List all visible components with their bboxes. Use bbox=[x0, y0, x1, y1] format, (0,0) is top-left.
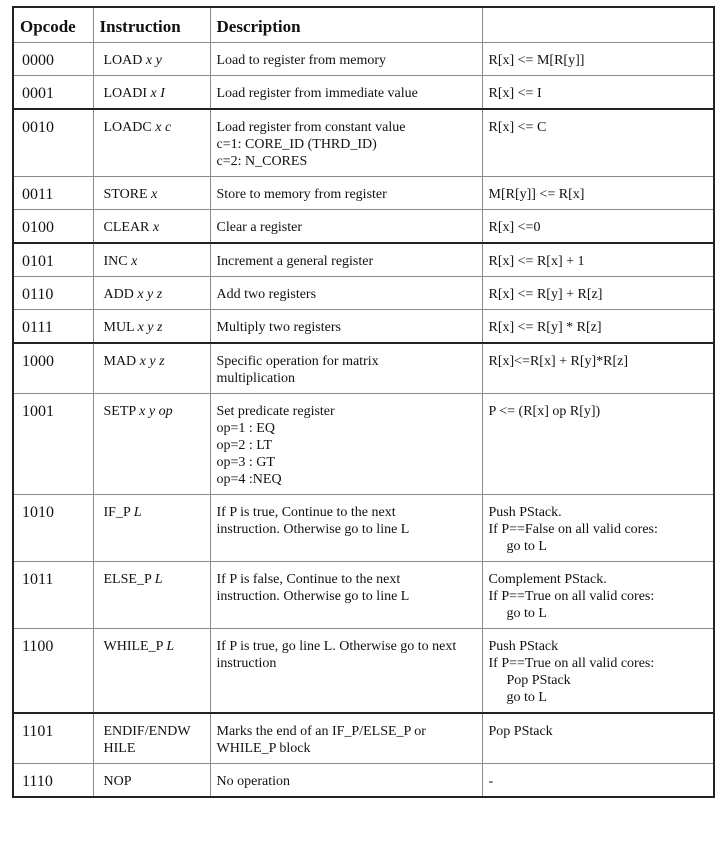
instruction-operands: x y op bbox=[139, 404, 173, 419]
table-row bbox=[13, 713, 714, 764]
instruction-mnemonic: INC bbox=[103, 254, 128, 269]
instruction-operands: x bbox=[151, 187, 158, 202]
table-row bbox=[13, 629, 714, 714]
opcode-cell: 1010 bbox=[13, 495, 93, 562]
semantics-cell bbox=[482, 76, 714, 110]
instruction-mnemonic: MAD bbox=[103, 354, 137, 369]
opcode-table-wrapper bbox=[12, 6, 715, 798]
instruction-cell bbox=[93, 343, 210, 394]
description-line: Set predicate register bbox=[216, 404, 335, 419]
semantics-line: If P==True on all valid cores: bbox=[488, 589, 655, 604]
semantics-cell bbox=[482, 243, 714, 277]
description-cell bbox=[210, 764, 482, 798]
instruction-cell bbox=[93, 177, 210, 210]
semantics-line: Push PStack. bbox=[488, 505, 562, 520]
header-description: Description bbox=[210, 7, 482, 43]
description-cell bbox=[210, 277, 482, 310]
description-line: c=1: CORE_ID (THRD_ID) bbox=[216, 137, 377, 152]
table-row bbox=[13, 310, 714, 344]
description-line: op=3 : GT bbox=[216, 455, 275, 470]
instruction-operands: x y bbox=[145, 53, 162, 68]
description-line: No operation bbox=[216, 774, 290, 789]
instruction-cell bbox=[93, 629, 210, 714]
header-instruction: Instruction bbox=[93, 7, 210, 43]
description-cell bbox=[210, 43, 482, 76]
description-line: instruction. Otherwise go to line L bbox=[216, 522, 410, 537]
instruction-mnemonic: ENDIF/ENDW HILE bbox=[103, 724, 191, 756]
instruction-cell bbox=[93, 713, 210, 764]
description-cell bbox=[210, 109, 482, 177]
instruction-cell bbox=[93, 109, 210, 177]
table-row bbox=[13, 210, 714, 244]
description-line: Marks the end of an IF_P/ELSE_P or bbox=[216, 724, 426, 739]
instruction-mnemonic: STORE bbox=[103, 187, 148, 202]
table-row bbox=[13, 277, 714, 310]
description-line: multiplication bbox=[216, 371, 296, 386]
description-line: Load register from immediate value bbox=[216, 86, 418, 101]
opcode-cell: 0101 bbox=[13, 243, 93, 277]
opcode-cell: 1001 bbox=[13, 394, 93, 495]
instruction-operands: x I bbox=[150, 86, 165, 101]
description-line: op=2 : LT bbox=[216, 438, 273, 453]
table-header-row bbox=[13, 7, 714, 43]
description-line: Add two registers bbox=[216, 287, 317, 302]
semantics-cell bbox=[482, 495, 714, 562]
description-cell bbox=[210, 394, 482, 495]
opcode-cell: 1100 bbox=[13, 629, 93, 714]
description-line: If P is true, go line L. Otherwise go to next bbox=[216, 639, 457, 654]
semantics-line: go to L bbox=[506, 539, 547, 554]
description-line: c=2: N_CORES bbox=[216, 154, 308, 169]
opcode-cell: 0111 bbox=[13, 310, 93, 344]
header-empty bbox=[482, 7, 714, 43]
description-line: If P is true, Continue to the next bbox=[216, 505, 396, 520]
table-row bbox=[13, 76, 714, 110]
semantics-cell bbox=[482, 629, 714, 714]
opcode-cell: 1110 bbox=[13, 764, 93, 798]
table-row bbox=[13, 343, 714, 394]
table-row bbox=[13, 495, 714, 562]
opcode-cell: 0110 bbox=[13, 277, 93, 310]
description-line: op=4 :NEQ bbox=[216, 472, 282, 487]
description-line: Load register from constant value bbox=[216, 120, 406, 135]
description-cell bbox=[210, 343, 482, 394]
semantics-line: M[R[y]] <= R[x] bbox=[488, 187, 585, 202]
semantics-line: R[x] <= C bbox=[488, 120, 547, 135]
semantics-cell bbox=[482, 713, 714, 764]
instruction-cell bbox=[93, 243, 210, 277]
instruction-cell bbox=[93, 43, 210, 76]
semantics-line: go to L bbox=[506, 690, 547, 705]
semantics-cell bbox=[482, 177, 714, 210]
opcode-table bbox=[12, 6, 715, 798]
description-line: Increment a general register bbox=[216, 254, 374, 269]
instruction-operands: x y z bbox=[137, 287, 163, 302]
instruction-mnemonic: LOADI bbox=[103, 86, 148, 101]
instruction-mnemonic: SETP bbox=[103, 404, 136, 419]
description-cell bbox=[210, 76, 482, 110]
semantics-line: R[x] <= R[x] + 1 bbox=[488, 254, 585, 269]
semantics-cell bbox=[482, 109, 714, 177]
semantics-line: R[x] <=0 bbox=[488, 220, 541, 235]
opcode-cell: 1101 bbox=[13, 713, 93, 764]
table-row bbox=[13, 43, 714, 76]
instruction-cell bbox=[93, 562, 210, 629]
instruction-mnemonic: NOP bbox=[103, 774, 132, 789]
instruction-cell bbox=[93, 310, 210, 344]
opcode-cell: 0011 bbox=[13, 177, 93, 210]
semantics-line: Pop PStack bbox=[506, 673, 571, 688]
instruction-mnemonic: LOAD bbox=[103, 53, 143, 68]
description-cell bbox=[210, 562, 482, 629]
description-line: Specific operation for matrix bbox=[216, 354, 379, 369]
table-row bbox=[13, 109, 714, 177]
instruction-operands: x bbox=[131, 254, 138, 269]
description-line: instruction. Otherwise go to line L bbox=[216, 589, 410, 604]
instruction-mnemonic: ELSE_P bbox=[103, 572, 152, 587]
instruction-cell bbox=[93, 495, 210, 562]
instruction-mnemonic: WHILE_P bbox=[103, 639, 163, 654]
semantics-line: Push PStack bbox=[488, 639, 559, 654]
semantics-cell bbox=[482, 764, 714, 798]
instruction-mnemonic: CLEAR bbox=[103, 220, 153, 235]
description-line: instruction bbox=[216, 656, 277, 671]
semantics-cell bbox=[482, 343, 714, 394]
semantics-line: go to L bbox=[506, 606, 547, 621]
table-row bbox=[13, 394, 714, 495]
description-line: op=1 : EQ bbox=[216, 421, 275, 436]
table-row bbox=[13, 764, 714, 798]
opcode-cell: 1011 bbox=[13, 562, 93, 629]
description-cell bbox=[210, 629, 482, 714]
instruction-operands: x bbox=[152, 220, 160, 235]
description-cell bbox=[210, 495, 482, 562]
description-line: Load to register from memory bbox=[216, 53, 387, 68]
semantics-line: R[x] <= I bbox=[488, 86, 542, 101]
semantics-line: R[x] <= R[y] + R[z] bbox=[488, 287, 603, 302]
instruction-cell bbox=[93, 764, 210, 798]
instruction-operands: L bbox=[154, 572, 163, 587]
instruction-mnemonic: MUL bbox=[103, 320, 135, 335]
description-line: Store to memory from register bbox=[216, 187, 387, 202]
opcode-cell: 0001 bbox=[13, 76, 93, 110]
description-line: WHILE_P block bbox=[216, 741, 311, 756]
semantics-cell bbox=[482, 210, 714, 244]
instruction-operands: x y z bbox=[137, 320, 163, 335]
description-line: Multiply two registers bbox=[216, 320, 341, 335]
semantics-line: - bbox=[488, 774, 494, 789]
semantics-line: If P==False on all valid cores: bbox=[488, 522, 658, 537]
description-cell bbox=[210, 310, 482, 344]
instruction-cell bbox=[93, 76, 210, 110]
instruction-operands: L bbox=[166, 639, 175, 654]
semantics-line: Complement PStack. bbox=[488, 572, 607, 587]
semantics-line: R[x] <= M[R[y]] bbox=[488, 53, 585, 68]
instruction-mnemonic: ADD bbox=[103, 287, 134, 302]
header-opcode: Opcode bbox=[13, 7, 93, 43]
table-row bbox=[13, 177, 714, 210]
opcode-cell: 0010 bbox=[13, 109, 93, 177]
semantics-cell bbox=[482, 277, 714, 310]
instruction-cell bbox=[93, 394, 210, 495]
description-cell bbox=[210, 713, 482, 764]
semantics-cell bbox=[482, 310, 714, 344]
semantics-line: R[x] <= R[y] * R[z] bbox=[488, 320, 602, 335]
instruction-cell bbox=[93, 210, 210, 244]
instruction-mnemonic: IF_P bbox=[103, 505, 131, 520]
semantics-cell bbox=[482, 394, 714, 495]
opcode-cell: 0100 bbox=[13, 210, 93, 244]
description-line: Clear a register bbox=[216, 220, 303, 235]
opcode-cell: 0000 bbox=[13, 43, 93, 76]
semantics-line: Pop PStack bbox=[488, 724, 553, 739]
opcode-cell: 1000 bbox=[13, 343, 93, 394]
instruction-mnemonic: LOADC bbox=[103, 120, 152, 135]
instruction-cell bbox=[93, 277, 210, 310]
semantics-line: If P==True on all valid cores: bbox=[488, 656, 655, 671]
table-row bbox=[13, 243, 714, 277]
description-cell bbox=[210, 210, 482, 244]
instruction-operands: x y z bbox=[139, 354, 165, 369]
description-cell bbox=[210, 177, 482, 210]
semantics-cell bbox=[482, 43, 714, 76]
instruction-operands: x c bbox=[155, 120, 172, 135]
instruction-operands: L bbox=[133, 505, 142, 520]
table-body bbox=[13, 43, 714, 798]
description-cell bbox=[210, 243, 482, 277]
table-row bbox=[13, 562, 714, 629]
semantics-line: P <= (R[x] op R[y]) bbox=[488, 404, 601, 419]
semantics-line: R[x]<=R[x] + R[y]*R[z] bbox=[488, 354, 629, 369]
semantics-cell bbox=[482, 562, 714, 629]
description-line: If P is false, Continue to the next bbox=[216, 572, 401, 587]
